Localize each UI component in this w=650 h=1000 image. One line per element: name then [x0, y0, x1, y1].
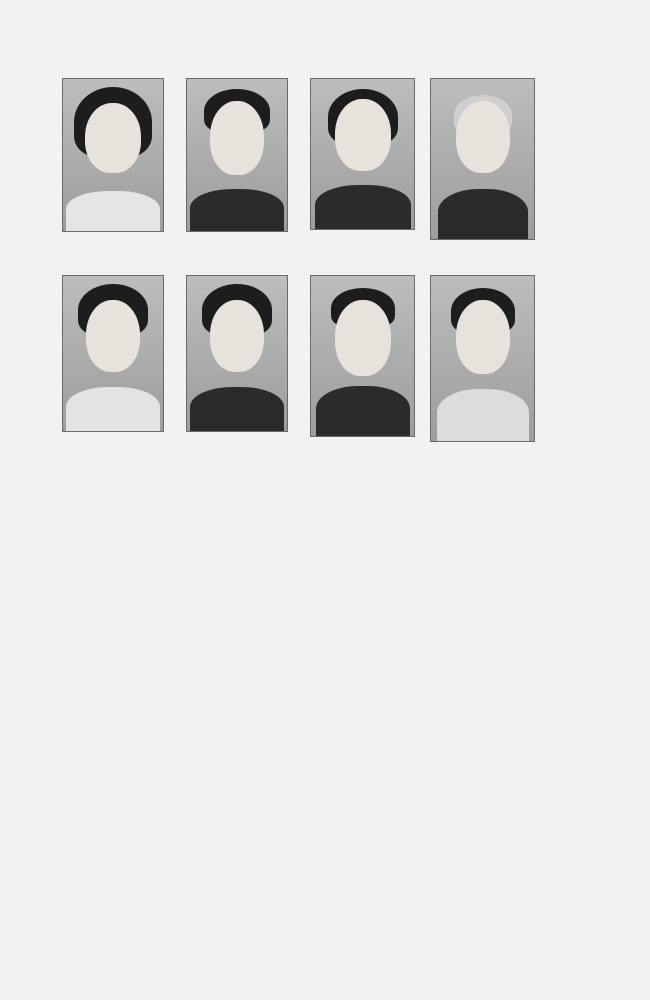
photo-lu-ding-ming	[310, 275, 415, 437]
photo-lu-ding-lin	[62, 275, 164, 432]
photo-jian-qian-mei	[310, 78, 415, 230]
photo-lu-suo	[430, 78, 535, 240]
photo-xu-a-ye	[62, 78, 164, 232]
photo-lu-ding-guo	[430, 275, 535, 442]
photo-lu-wen-hua	[186, 78, 288, 232]
photo-lu-jin-he	[186, 275, 288, 432]
